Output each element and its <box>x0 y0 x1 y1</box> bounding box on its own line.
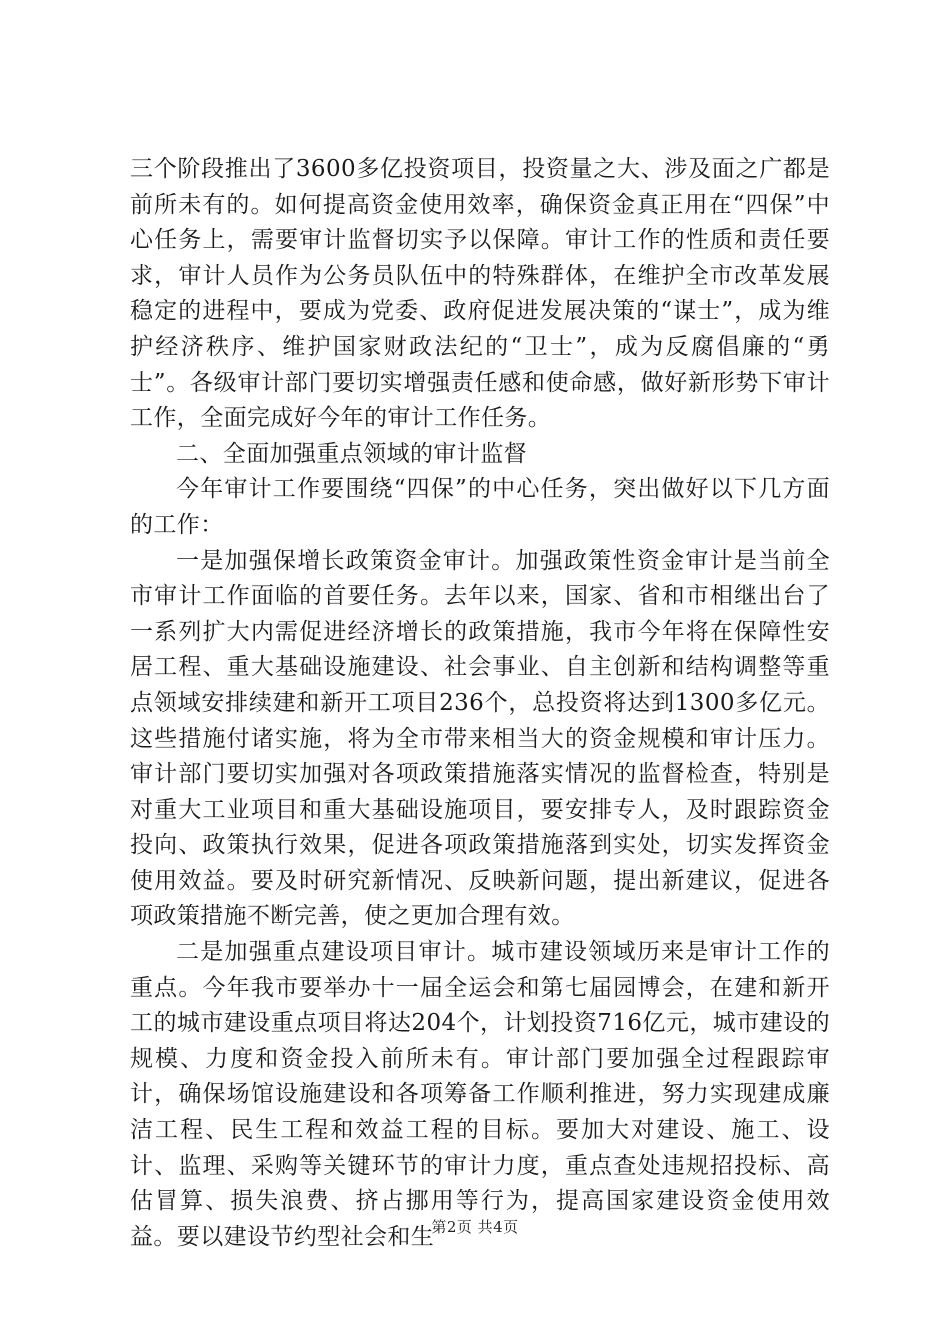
paragraph-policy-funds-audit: 一是加强保增长政策资金审计。加强政策性资金审计是当前全市审计工作面临的首要任务。去年以来，国家、省和市相继出台了一系列扩大内需促进经济增长的政策措施，我市今年将在保障性安居工程、重大基础设施建设、社会事业、自主创新和结构调整等重点领域安排续建和新开工项目236个，总投资将达到1300多亿元。这些措施付诸实施，将为全市带来相当大的资金规模和审计压力。审计部门要切实加强对各项政策措施落实情况的监督检查，特别是对重大工业项目和重大基础设施项目，要安排专人，及时跟踪资金投向、政策执行效果，促进各项政策措施落到实处，切实发挥资金使用效益。要及时研究新情况、反映新问题，提出新建议，促进各项政策措施不断完善，使之更加合理有效。 <box>130 547 830 930</box>
paragraph-construction-audit: 二是加强重点建设项目审计。城市建设领域历来是审计工作的重点。今年我市要举办十一届全运会和第七届园博会，在建和新开工的城市建设重点项目将达204个，计划投资716亿元，城市建设的规模、力度和资金投入前所未有。审计部门要加强全过程跟踪审计，确保场馆设施建设和各项筹备工作顺利推进，努力实现建成廉洁工程、民生工程和效益工程的目标。要加大对建设、施工、设计、监理、采购等关键环节的审计力度，重点查处违规招投标、高估冒算、损失浪费、挤占挪用等行为，提高国家建设资金使用效益。要以建设节约型社会和生 <box>130 939 830 1250</box>
paragraph-intro: 今年审计工作要围绕“四保”的中心任务，突出做好以下几方面的工作： <box>130 476 830 538</box>
section-heading: 二、全面加强重点领域的审计监督 <box>176 440 527 467</box>
page-number-footer: 第2页 共4页 <box>431 1218 519 1236</box>
paragraph-continuation: 三个阶段推出了3600多亿投资项目，投资量之大、涉及面之广都是前所未有的。如何提高资金使用效率，确保资金真正用在“四保”中心任务上，需要审计监督切实予以保障。审计工作的性质和责任要求，审计人员作为公务员队伍中的特殊群体，在维护全市改革发展稳定的进程中，要成为党委、政府促进发展决策的“谋士”，成为维护经济秩序、维护国家财政法纪的“卫士”，成为反腐倡廉的“勇士”。各级审计部门要切实增强责任感和使命感，做好新形势下审计工作，全面完成好今年的审计工作任务。 <box>130 156 830 432</box>
document-body <box>130 152 830 1255</box>
